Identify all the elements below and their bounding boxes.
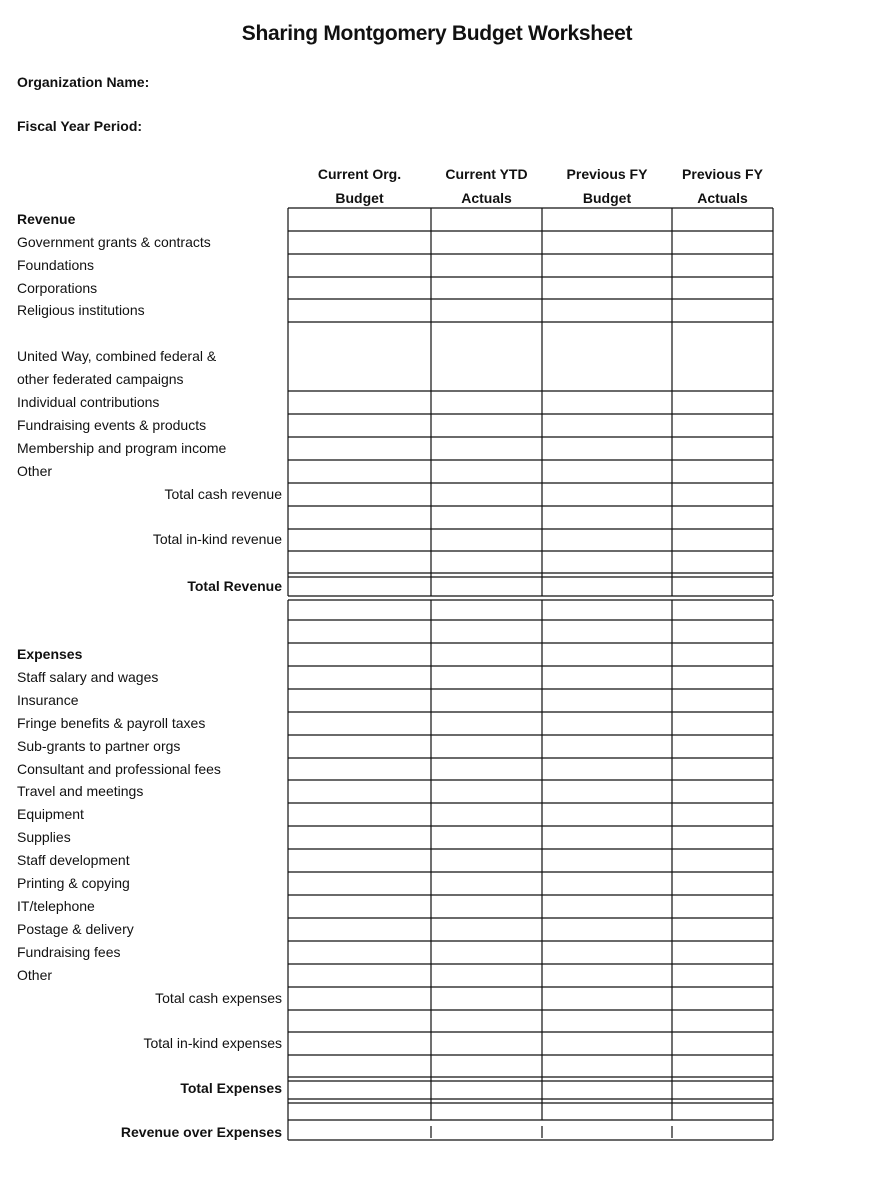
revenue-item-federated: other federated campaigns [17, 371, 184, 387]
expense-item-printing: Printing & copying [17, 875, 130, 891]
expense-item-equipment: Equipment [17, 806, 84, 822]
expense-item-staff-development: Staff development [17, 852, 130, 868]
expense-item-other: Other [17, 967, 53, 983]
expense-item-insurance: Insurance [17, 692, 79, 708]
expense-item-it: IT/telephone [17, 898, 95, 914]
fiscal-year-label: Fiscal Year Period: [17, 118, 143, 134]
expense-item-travel: Travel and meetings [17, 783, 144, 799]
expenses-heading: Expenses [17, 646, 83, 662]
total-inkind-revenue-label: Total in-kind revenue [152, 531, 282, 547]
column-header-line: Current YTD [445, 166, 528, 182]
total-inkind-expenses-label: Total in-kind expenses [143, 1035, 282, 1051]
revenue-over-expenses-label: Revenue over Expenses [120, 1124, 282, 1140]
column-header-line: Budget [582, 190, 632, 206]
expense-item-consultant: Consultant and professional fees [17, 761, 221, 777]
column-header-line: Previous FY [682, 166, 763, 182]
revenue-item-government: Government grants & contracts [17, 234, 211, 250]
expense-item-fringe: Fringe benefits & payroll taxes [17, 715, 206, 731]
total-cash-expenses-label: Total cash expenses [155, 990, 282, 1006]
column-header-line: Actuals [697, 190, 748, 206]
revenue-item-individual: Individual contributions [17, 394, 160, 410]
page-title: Sharing Montgomery Budget Worksheet [241, 22, 633, 45]
revenue-item-corporations: Corporations [17, 280, 98, 296]
revenue-heading: Revenue [17, 211, 76, 227]
expense-item-supplies: Supplies [17, 829, 71, 845]
revenue-item-other: Other [17, 463, 53, 479]
revenue-item-religious: Religious institutions [17, 302, 145, 318]
revenue-item-united-way: United Way, combined federal & [17, 348, 217, 364]
revenue-item-fundraising: Fundraising events & products [17, 417, 207, 433]
column-header-line: Previous FY [566, 166, 648, 182]
revenue-item-membership: Membership and program income [17, 440, 227, 456]
expense-item-fundraising-fees: Fundraising fees [17, 944, 121, 960]
organization-name-label: Organization Name: [17, 74, 150, 90]
expense-item-salary: Staff salary and wages [17, 669, 159, 685]
expense-item-subgrants: Sub-grants to partner orgs [17, 738, 181, 754]
revenue-item-foundations: Foundations [17, 257, 95, 273]
total-revenue-label: Total Revenue [187, 578, 282, 594]
column-header-line: Actuals [461, 190, 512, 206]
column-header-line: Budget [335, 190, 384, 206]
column-header-line: Current Org. [317, 166, 402, 182]
total-expenses-label: Total Expenses [180, 1080, 282, 1096]
total-cash-revenue-label: Total cash revenue [164, 486, 282, 502]
expense-item-postage: Postage & delivery [17, 921, 134, 937]
